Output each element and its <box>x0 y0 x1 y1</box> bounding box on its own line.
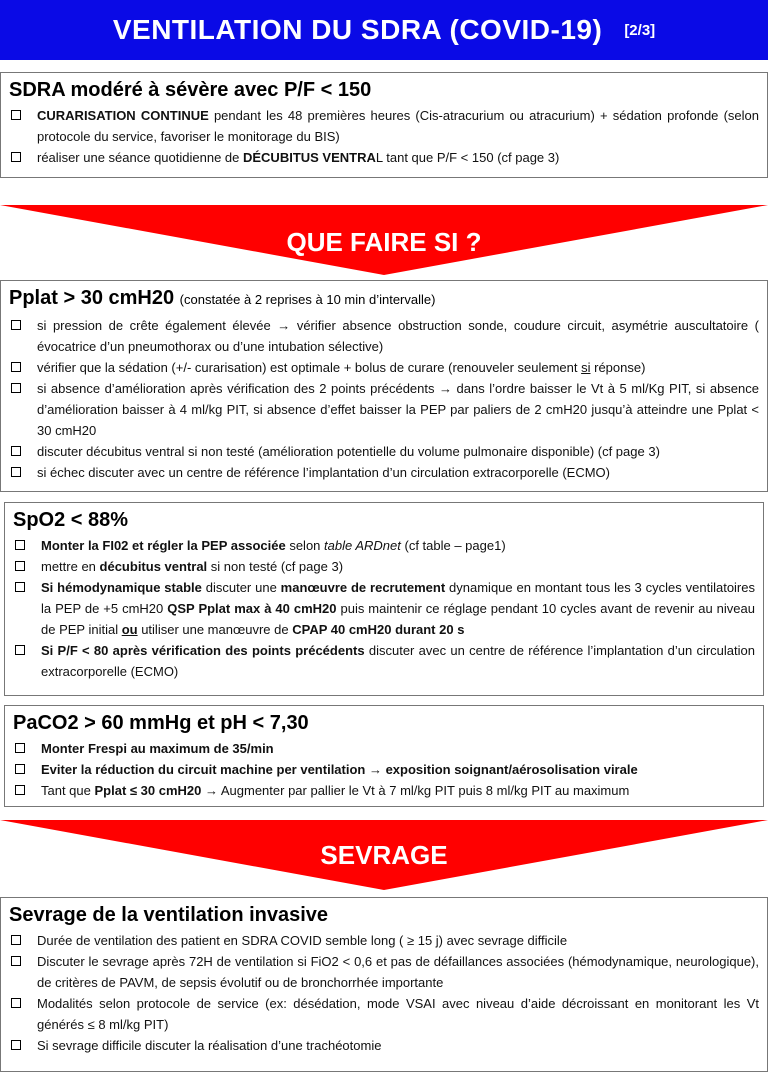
section-sevrage <box>0 897 768 1072</box>
item-text: discuter une <box>201 580 281 595</box>
checkbox-icon <box>11 956 21 966</box>
checklist-item <box>13 759 755 780</box>
checklist-item <box>13 556 755 577</box>
checklist-item <box>9 147 759 168</box>
item-text: dynamique en montant tous les 3 cycles ventilatoires la PEP de +5 cmH20 <box>41 580 755 616</box>
item-text: si pression de crête également élevée → vérifier absence obstruction sonde, coudure circuit, asymétrie auscultatoire ( évocatrice d’un pneumothorax ou d’une intubation sélective) <box>37 318 759 354</box>
checklist-item <box>9 357 759 378</box>
item-text: manœuvre de recrutement <box>280 580 446 595</box>
checkbox-icon <box>11 320 21 330</box>
checkbox-icon <box>15 785 25 795</box>
checklist-item <box>9 1035 759 1056</box>
page-title: VENTILATION DU SDRA (COVID-19) <box>112 14 603 45</box>
checkbox-icon <box>11 110 21 120</box>
section-pplat <box>0 280 768 492</box>
checkbox-icon <box>15 645 25 655</box>
section-heading: SpO2 < 88% <box>13 509 129 531</box>
checklist-item <box>9 462 759 483</box>
checklist-item <box>13 577 755 640</box>
checklist <box>9 930 759 1056</box>
checkbox-icon <box>11 998 21 1008</box>
section-heading: SDRA modéré à sévère avec P/F < 150 <box>9 79 372 101</box>
checklist <box>13 738 755 801</box>
item-text: Eviter la réduction du circuit machine per ventilation → exposition soignant/aérosolisation virale <box>41 762 638 777</box>
section-spo2 <box>4 502 764 696</box>
arrow-label: QUE FAIRE SI ? <box>286 227 482 257</box>
checklist <box>9 315 759 483</box>
checklist-item <box>9 105 759 147</box>
item-text: Discuter le sevrage après 72H de ventilation si FiO2 < 0,6 et pas de défaillances associées (hémodynamique, neurologique), de critères de PAVM, de sepsis évolutif ou de bronchorrhée importante <box>37 954 759 990</box>
item-text: CPAP 40 cmH20 durant 20 s <box>292 622 465 637</box>
checkbox-icon <box>11 362 21 372</box>
item-text: Si P/F < 80 après vérification des points précédents <box>41 643 365 658</box>
section-heading: PaCO2 > 60 mmHg et pH < 7,30 <box>13 712 309 734</box>
item-text: selon <box>285 538 325 553</box>
checklist-item <box>9 441 759 462</box>
checkbox-icon <box>15 540 25 550</box>
heading-text: Pplat > 30 cmH20 <box>9 287 175 309</box>
item-text: mettre en <box>41 559 100 574</box>
item-text: Monter Frespi au maximum de 35/min <box>41 741 274 756</box>
page-indicator: [2/3] <box>624 22 656 39</box>
title-banner <box>0 0 768 60</box>
section-heading <box>9 285 759 313</box>
item-text: Pplat ≤ 30 cmH20 <box>94 783 202 798</box>
checkbox-icon <box>15 764 25 774</box>
item-text: si échec discuter avec un centre de référence l’implantation d’un circulation extracorporelle (ECMO) <box>37 465 610 480</box>
checklist <box>13 535 755 682</box>
item-text: Modalités selon protocole de service (ex: désédation, mode VSAI avec niveau d’aide décroissant en monitorant les Vt générés ≤ 8 ml/kg PIT) <box>37 996 759 1032</box>
item-text: si absence d’amélioration après vérification des 2 points précédents → dans l’ordre baisser le Vt à 5 ml/Kg PIT, si absence d’amélioration baisser à 4 ml/kg PIT, si absence d’effet baisser la PEP par paliers de 2 cmH20 jusqu’à atteindre une Pplat < 30 cmH20 <box>37 381 759 438</box>
item-text: si non testé (cf page 3) <box>207 559 344 574</box>
checkbox-icon <box>11 383 21 393</box>
item-text: utiliser une manœuvre de <box>137 622 293 637</box>
item-text: ou <box>121 622 138 637</box>
item-text: réaliser une séance quotidienne de <box>37 150 243 165</box>
item-text: discuter décubitus ventral si non testé (amélioration potentielle du volume pulmonaire disponible) (cf page 3) <box>37 444 660 459</box>
checkbox-icon <box>15 743 25 753</box>
item-text: discuter avec un centre de référence l’implantation d’un circulation extracorporelle (ECMO) <box>41 643 755 679</box>
checkbox-icon <box>15 582 25 592</box>
checkbox-icon <box>11 1040 21 1050</box>
item-text: Si sevrage difficile discuter la réalisation d’une trachéotomie <box>37 1038 382 1053</box>
item-text: décubitus ventral <box>99 559 208 574</box>
checklist-item <box>13 738 755 759</box>
heading-note: (constatée à 2 reprises à 10 min d’intervalle) <box>179 292 436 307</box>
item-text: pendant les 48 premières heures (Cis-atracurium ou atracurium) + sédation profonde (selon protocole du service, favoriser le monitorage du BIS) <box>37 108 759 144</box>
checkbox-icon <box>11 152 21 162</box>
checkbox-icon <box>11 467 21 477</box>
item-text: si <box>581 360 591 375</box>
item-text: (cf table – page1) <box>400 538 506 553</box>
item-text: table ARDnet <box>324 538 401 553</box>
section-arrow-sevrage <box>0 820 768 890</box>
checklist <box>9 105 759 168</box>
section-arrow-que-faire <box>0 205 768 275</box>
item-text: DÉCUBITUS VENTRA <box>242 150 376 165</box>
checkbox-icon <box>11 935 21 945</box>
checklist-item <box>9 951 759 993</box>
item-text: QSP Pplat max à 40 cmH20 <box>167 601 337 616</box>
item-text: réponse) <box>590 360 646 375</box>
item-text: Monter la FI02 et régler la PEP associée <box>41 538 286 553</box>
checklist-item <box>9 315 759 357</box>
item-text: Tant que <box>41 783 95 798</box>
item-text: Si hémodynamique stable <box>41 580 202 595</box>
item-text: → Augmenter par pallier le Vt à 7 ml/kg PIT puis 8 ml/kg PIT au maximum <box>201 783 630 798</box>
item-text: vérifier que la sédation (+/- curarisation) est optimale + bolus de curare (renouveler seulement <box>37 360 582 375</box>
checklist-item <box>13 640 755 682</box>
section-paco2 <box>4 705 764 807</box>
checklist-item <box>9 378 759 441</box>
item-text: puis maintenir ce réglage pendant 10 cycles avant de revenir au niveau de PEP initial <box>41 601 755 637</box>
checklist-item <box>9 993 759 1035</box>
item-text: Durée de ventilation des patient en SDRA COVID semble long ( ≥ 15 j) avec sevrage difficile <box>37 933 568 948</box>
checklist-item <box>13 535 755 556</box>
section-sdra <box>0 72 768 178</box>
checkbox-icon <box>11 446 21 456</box>
checklist-item <box>13 780 755 801</box>
item-text: CURARISATION CONTINUE <box>37 108 209 123</box>
checkbox-icon <box>15 561 25 571</box>
arrow-label: SEVRAGE <box>320 840 448 870</box>
section-heading: Sevrage de la ventilation invasive <box>9 904 329 926</box>
checklist-item <box>9 930 759 951</box>
item-text: L tant que P/F < 150 (cf page 3) <box>375 150 560 165</box>
